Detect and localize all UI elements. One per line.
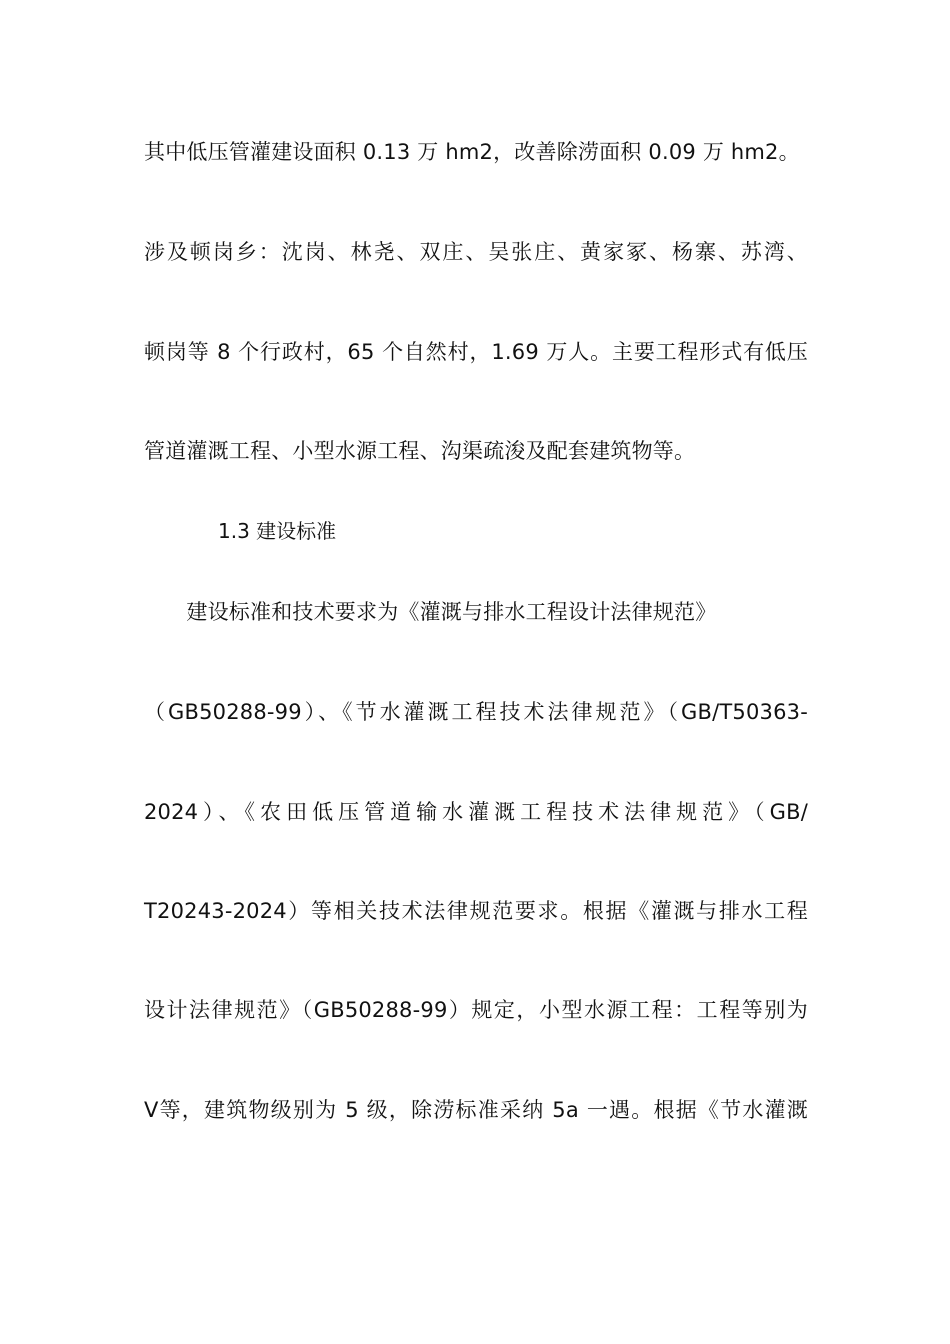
paragraph-line: Ⅴ等，建筑物级别为 5 级，除涝标准采纳 5a 一遇。根据《节水灌溉 [144,1098,808,1122]
paragraph-line: 顿岗等 8 个行政村，65 个自然村，1.69 万人。主要工程形式有低压 [144,340,808,364]
section-heading: 1.3 建设标准 [218,519,337,543]
paragraph-line: 涉及顿岗乡：沈岗、林尧、双庄、吴张庄、黄家冢、杨寨、苏湾、 [144,240,808,264]
paragraph-line: 设计法律规范》（GB50288-99）规定，小型水源工程：工程等别为 [144,998,808,1022]
paragraph-line: （GB50288-99）、《节水灌溉工程技术法律规范》（GB/T50363- [144,700,808,724]
paragraph-line: 建设标准和技术要求为《灌溉与排水工程设计法律规范》 [144,600,717,624]
paragraph-line: 其中低压管灌建设面积 0.13 万 hm2，改善除涝面积 0.09 万 hm2。 [144,140,800,164]
paragraph-line: T20243-2024）等相关技术法律规范要求。根据《灌溉与排水工程 [144,899,808,923]
paragraph-line: 2024）、《农田低压管道输水灌溉工程技术法律规范》（GB/ [144,800,808,824]
paragraph-line: 管道灌溉工程、小型水源工程、沟渠疏浚及配套建筑物等。 [144,439,696,463]
